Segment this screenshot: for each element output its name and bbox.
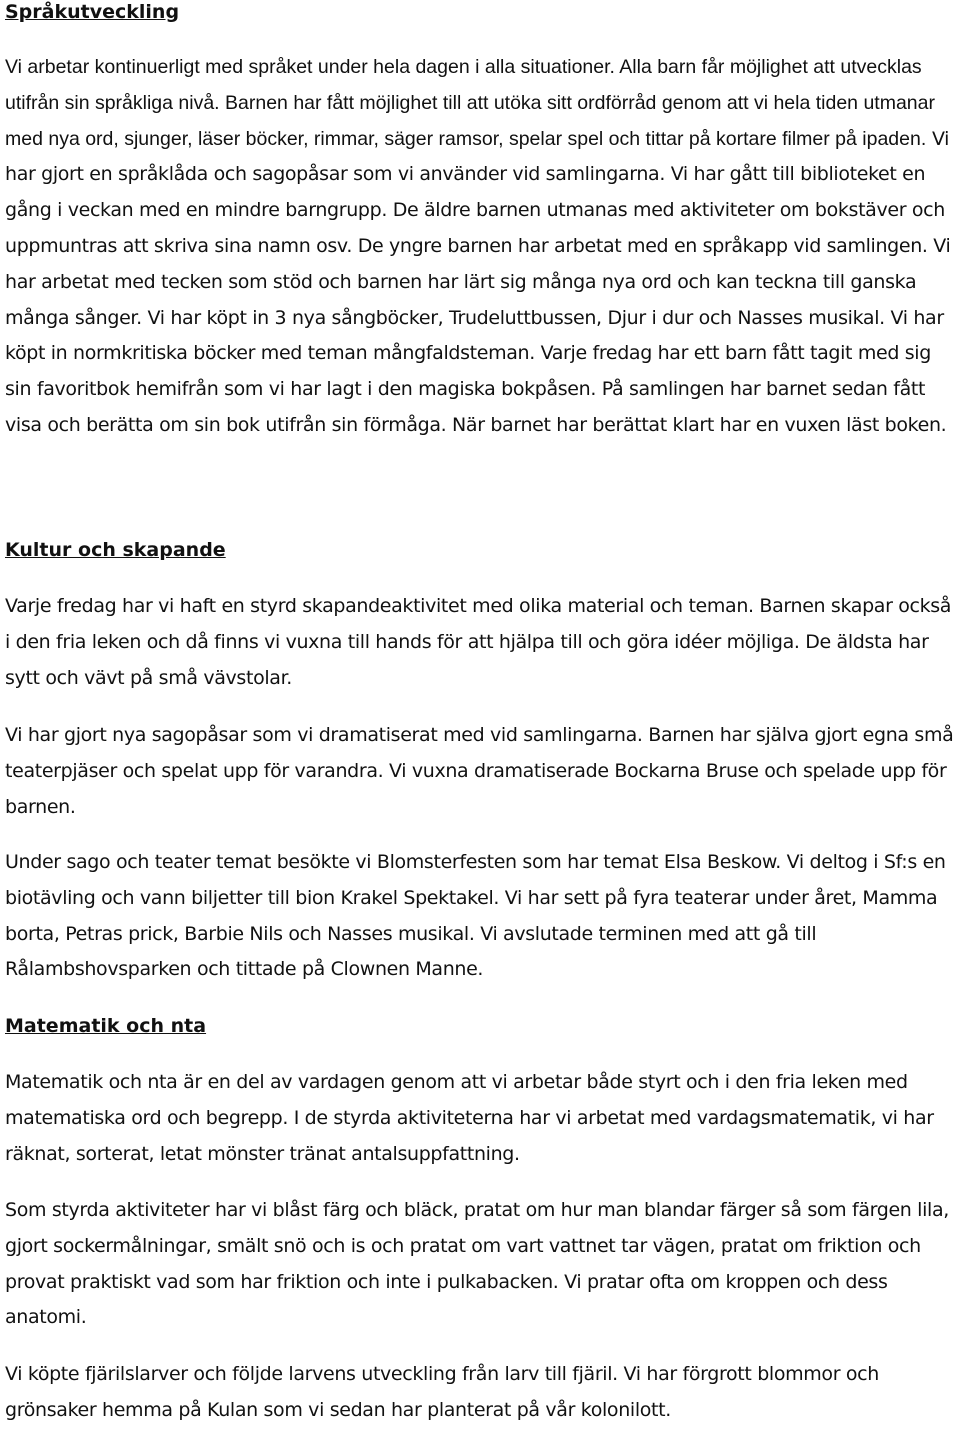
paragraph-matematik-2: Som styrda aktiviteter har vi blåst färg och bläck, pratat om hur man blandar färger så som färgen lila, gjort sockermålningar, smält snö och is och pratat om vart vattnet tar vägen, pratat om friktion och provat praktiskt vad som har friktion och inte i pulkabacken. Vi pratar ofta om kroppen och dess anatomi. xyxy=(5,1199,949,1329)
paragraph-sprakutveckling xyxy=(5,50,957,444)
paragraph-sprakutveckling-part1: Vi arbetar kontinuerligt med språket under hela dagen i alla situationer. Alla barn får möjlighet att utvecklas utifrån sin språkliga nivå. Barnen har fått möjlighet till att utöka sitt ordförråd genom att vi hela tiden utmanar med nya ord, sjunger, läser böcker, rimmar, säger ramsor, spelar spel och tittar på kortare filmer på ipaden. xyxy=(5,56,935,150)
paragraph-sprakutveckling-part2: Vi har gjort en språklåda och sagopåsar som vi använder vid samlingarna. Vi har gått till biblioteket en gång i veckan med en mindre barngrupp. De äldre barnen utmanas med aktiviteter om bokstäver och uppmuntras att skriva sina namn osv. De yngre barnen har arbetat med en språkapp vid samlingen. Vi har arbetat med tecken som stöd och barnen har lärt sig många nya ord och kan teckna till ganska många sånger. Vi har köpt in 3 nya sångböcker, Trudeluttbussen, Djur i dur och Nasses musikal. Vi har köpt in normkritiska böcker med teman mångfaldsteman. Varje fredag har ett barn fått tagit med sig sin favoritbok hemifrån som vi har lagt i den magiska bokpåsen. På samlingen har barnet sedan fått visa och berätta om sin bok utifrån sin förmåga. När barnet har berättat klart har en vuxen läst boken. xyxy=(5,127,951,436)
section-heading-sprakutveckling: Språkutveckling xyxy=(5,1,180,23)
paragraph-matematik-1: Matematik och nta är en del av vardagen genom att vi arbetar både styrt och i den fria leken med matematiska ord och begrepp. I de styrda aktiviteterna har vi arbetat med vardagsmatematik, vi har räknat, sorterat, letat mönster tränat antalsuppfattning. xyxy=(5,1071,934,1165)
paragraph-kultur-1: Varje fredag har vi haft en styrd skapandeaktivitet med olika material och teman. Barnen skapar också i den fria leken och då finns vi vuxna till hands för att hjälpa till och göra idéer möjliga. De äldsta har sytt och vävt på små vävstolar. xyxy=(5,595,952,689)
section-heading-matematik: Matematik och nta xyxy=(5,1015,207,1037)
section-heading-kultur: Kultur och skapande xyxy=(5,539,226,561)
paragraph-matematik-3: Vi köpte fjärilslarver och följde larvens utveckling från larv till fjäril. Vi har förgrott blommor och grönsaker hemma på Kulan som vi sedan har planterat på vår kolonilott. xyxy=(5,1363,879,1421)
paragraph-kultur-3: Under sago och teater temat besökte vi Blomsterfesten som har temat Elsa Beskow. Vi deltog i Sf:s en biotävling och vann biljetter till bion Krakel Spektakel. Vi har sett på fyra teaterar under året, Mamma borta, Petras prick, Barbie Nils och Nasses musikal. Vi avslutade terminen med att gå till Rålambshovsparken och tittade på Clownen Manne. xyxy=(5,851,946,981)
paragraph-kultur-2: Vi har gjort nya sagopåsar som vi dramatiserat med vid samlingarna. Barnen har själva gjort egna små teaterpjäser och spelat upp för varandra. Vi vuxna dramatiserade Bockarna Bruse och spelade upp för barnen. xyxy=(5,724,954,818)
